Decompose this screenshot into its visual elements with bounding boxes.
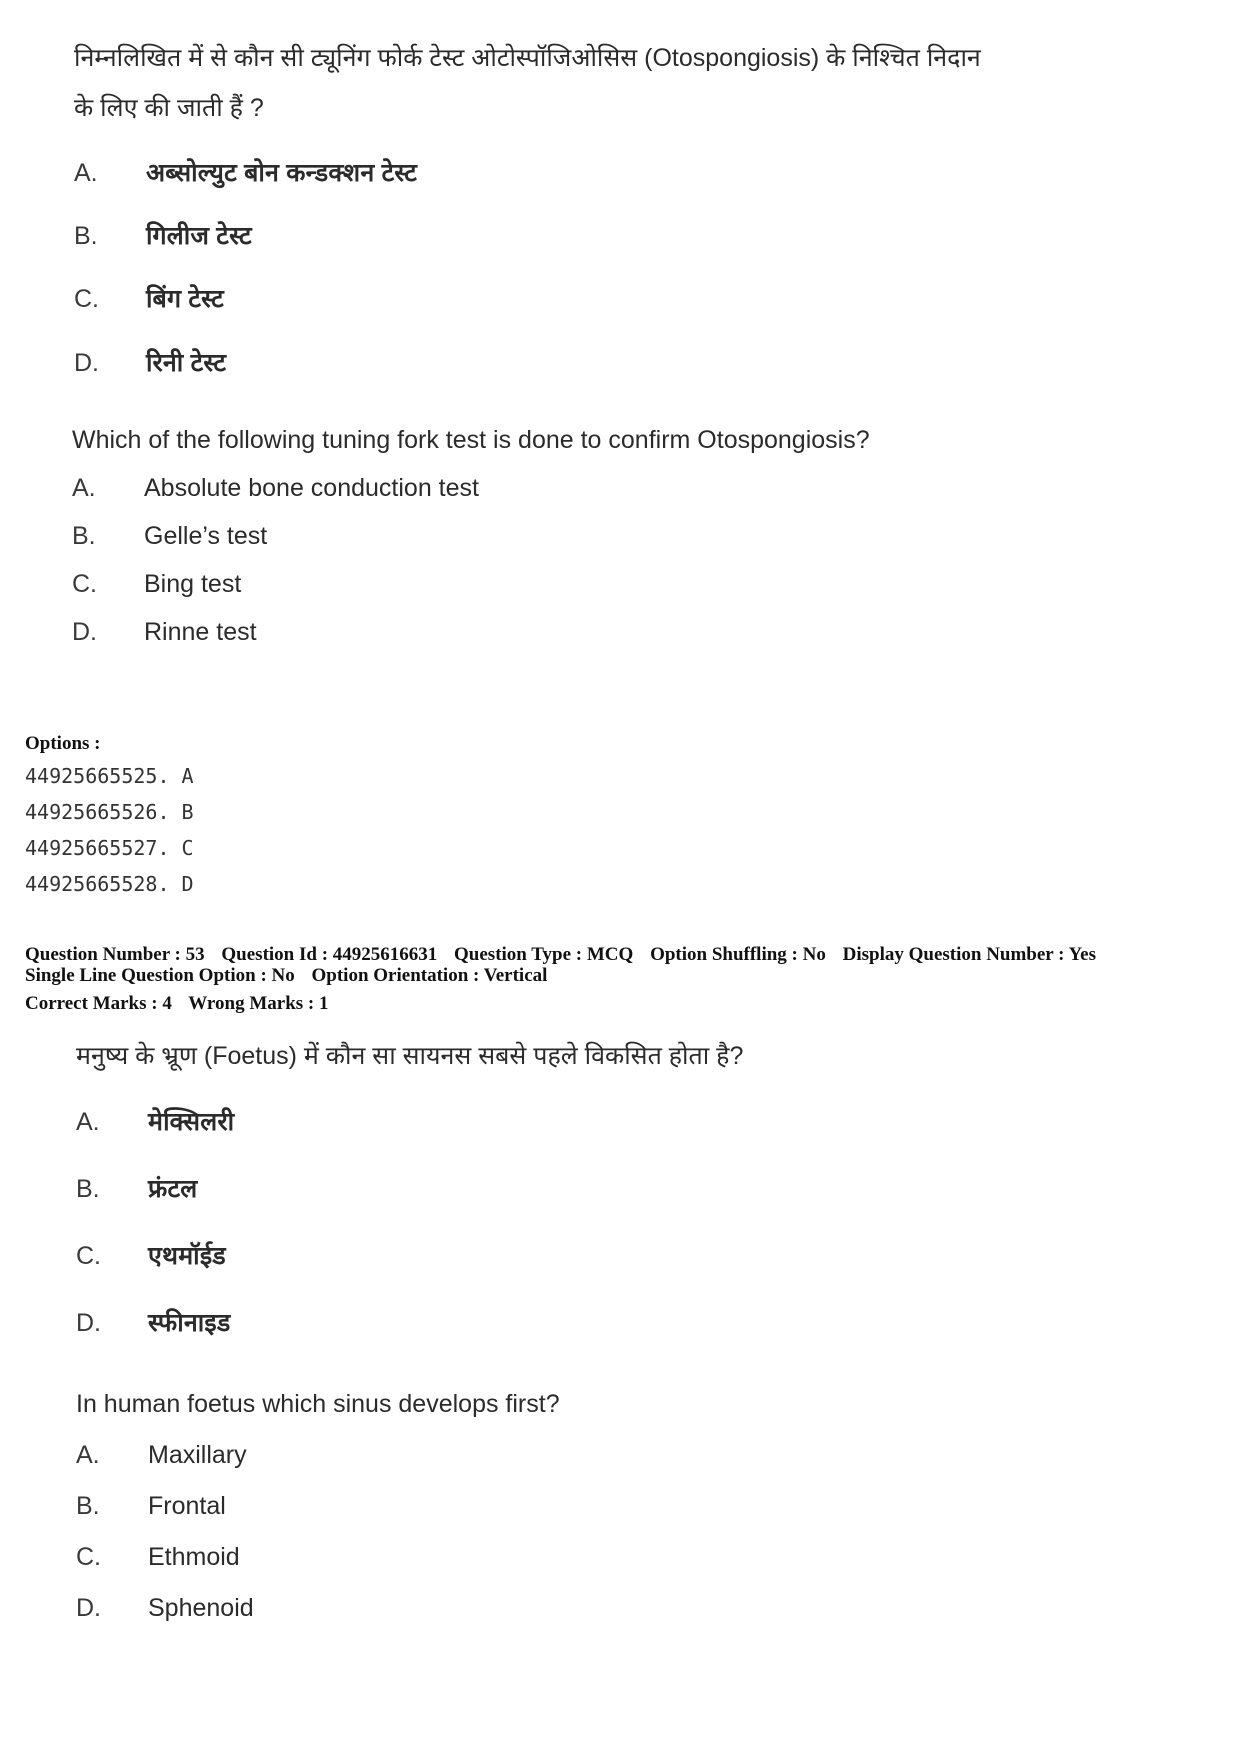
q53-hindi-option-c xyxy=(76,1238,226,1272)
single-line-question-option: Single Line Question Option : No xyxy=(25,965,295,986)
q52-english-option-a xyxy=(72,474,479,503)
q52-english-option-b xyxy=(72,522,267,551)
q53-meta-line2 xyxy=(25,965,559,987)
option-shuffling: Option Shuffling : No xyxy=(650,944,826,965)
option-id-c: 44925665527. C xyxy=(25,836,194,860)
option-text: फ्रंटल xyxy=(148,1175,198,1203)
option-letter: B. xyxy=(76,1492,100,1520)
option-letter: B. xyxy=(72,522,96,550)
option-text: रिनी टेस्ट xyxy=(146,349,227,377)
option-text: Gelle’s test xyxy=(144,522,268,550)
option-letter: C. xyxy=(76,1543,101,1571)
q52-hindi-option-c xyxy=(74,281,224,315)
option-letter: B. xyxy=(76,1175,100,1203)
q53-hindi-question: मनुष्य के भ्रूण (Foetus) में कौन सा सायनस सबसे पहले विकसित होता है? xyxy=(76,1042,744,1070)
option-text: Frontal xyxy=(148,1492,226,1520)
option-letter: D. xyxy=(76,1594,101,1622)
q52-english-option-d xyxy=(72,618,257,647)
q53-hindi-option-a xyxy=(76,1104,234,1138)
q52-hindi-option-a xyxy=(74,155,417,189)
option-text: एथमॉईड xyxy=(148,1242,226,1270)
option-text: Sphenoid xyxy=(148,1594,254,1622)
option-text: अब्सोल्युट बोन कन्डक्शन टेस्ट xyxy=(146,159,418,187)
option-letter: C. xyxy=(72,570,97,598)
option-letter: D. xyxy=(72,618,97,646)
q52-hindi-question-line2: के लिए की जाती हैं ? xyxy=(74,94,264,122)
option-id-a: 44925665525. A xyxy=(25,764,194,788)
option-text: गिलीज टेस्ट xyxy=(146,222,252,250)
q52-hindi-option-d xyxy=(74,345,226,379)
q52-english-question: Which of the following tuning fork test is done to confirm Otospongiosis? xyxy=(72,426,870,454)
q53-meta-line1 xyxy=(25,944,1108,966)
option-letter: B. xyxy=(74,222,98,250)
option-text: Absolute bone conduction test xyxy=(144,474,479,502)
options-heading: Options : xyxy=(25,733,101,754)
option-letter: C. xyxy=(74,285,99,313)
option-letter: D. xyxy=(74,349,99,377)
option-text: स्फीनाइड xyxy=(148,1309,231,1337)
option-letter: A. xyxy=(74,159,98,187)
option-letter: A. xyxy=(76,1441,100,1469)
option-orientation: Option Orientation : Vertical xyxy=(311,965,548,986)
display-question-number: Display Question Number : Yes xyxy=(842,944,1096,965)
q53-english-option-a xyxy=(76,1441,247,1470)
option-id-b: 44925665526. B xyxy=(25,800,194,824)
option-text: बिंग टेस्ट xyxy=(146,285,224,313)
option-letter: A. xyxy=(76,1108,100,1136)
question-number: Question Number : 53 xyxy=(25,944,205,965)
option-text: Ethmoid xyxy=(148,1543,240,1571)
q52-english-option-c xyxy=(72,570,241,599)
option-text: Bing test xyxy=(144,570,242,598)
question-type: Question Type : MCQ xyxy=(454,944,634,965)
option-letter: A. xyxy=(72,474,96,502)
correct-marks: Correct Marks : 4 xyxy=(25,993,172,1014)
q53-meta-line3 xyxy=(25,993,340,1015)
q53-english-option-d xyxy=(76,1594,254,1623)
option-letter: D. xyxy=(76,1309,101,1337)
q53-english-option-c xyxy=(76,1543,240,1572)
option-text: मेक्सिलरी xyxy=(148,1108,235,1136)
q53-english-question: In human foetus which sinus develops first? xyxy=(76,1390,560,1418)
q53-hindi-option-b xyxy=(76,1171,197,1205)
option-text: Maxillary xyxy=(148,1441,247,1469)
q52-hindi-question-line1: निम्नलिखित में से कौन सी ट्यूनिंग फोर्क टेस्ट ओटोस्पॉजिओसिस (Otospongiosis) के निश्चित निदान xyxy=(74,44,981,72)
option-id-d: 44925665528. D xyxy=(25,872,194,896)
option-text: Rinne test xyxy=(144,618,257,646)
q53-hindi-option-d xyxy=(76,1305,230,1339)
wrong-marks: Wrong Marks : 1 xyxy=(188,993,329,1014)
q52-hindi-option-b xyxy=(74,218,252,252)
question-id: Question Id : 44925616631 xyxy=(221,944,438,965)
option-letter: C. xyxy=(76,1242,101,1270)
q53-english-option-b xyxy=(76,1492,226,1521)
